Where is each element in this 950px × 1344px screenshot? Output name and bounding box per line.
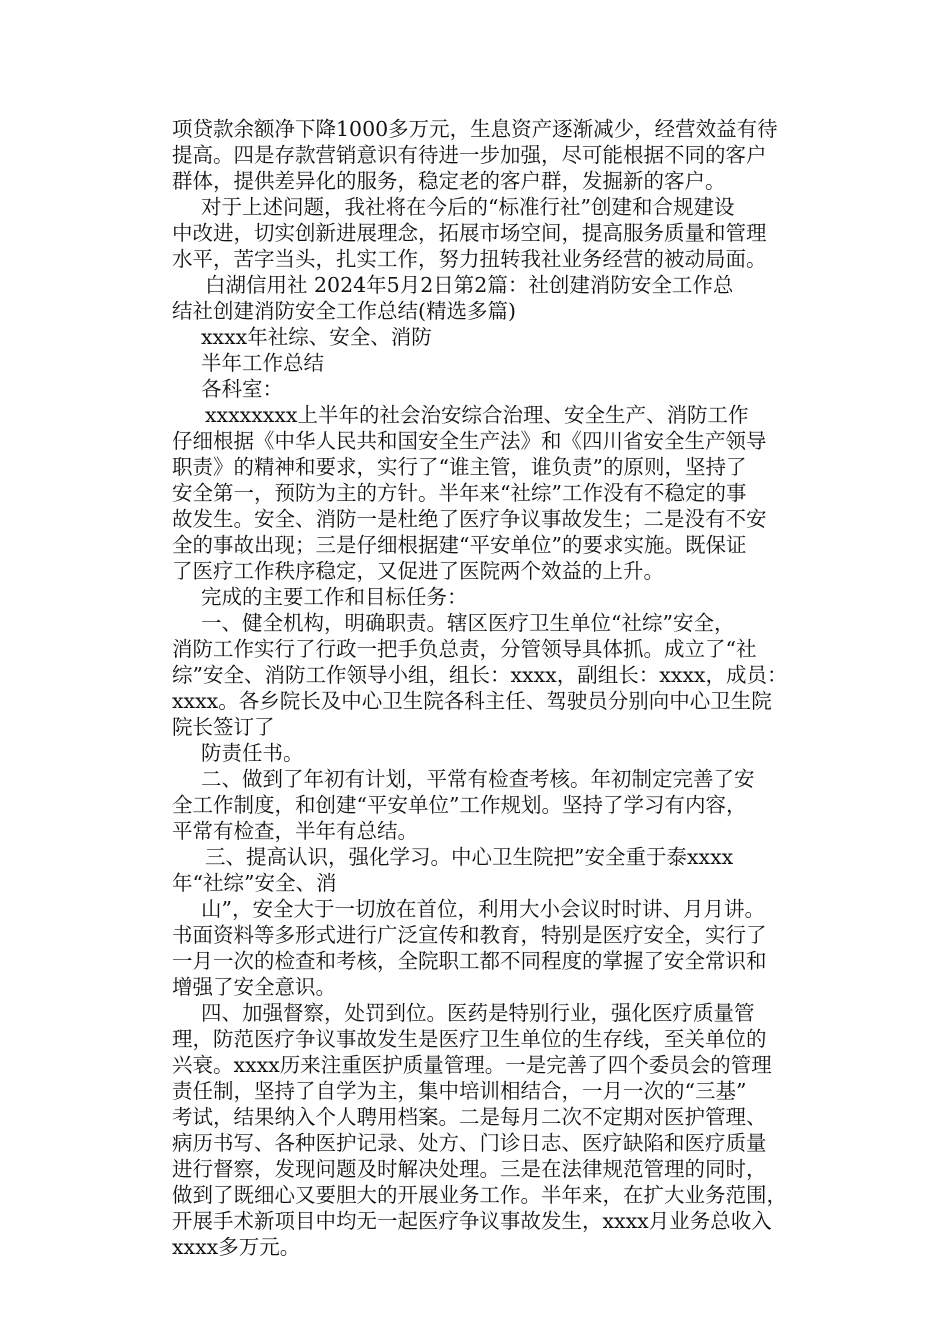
text-line: 院长签订了 bbox=[172, 715, 275, 739]
text-line: 消防工作实行了行政一把手负总责，分管领导具体抓。成立了“社 bbox=[172, 637, 757, 661]
text-line: 二、做到了年初有计划，平常有检查考核。年初制定完善了安 bbox=[201, 767, 755, 791]
text-line: 考试，结果纳入个人聘用档案。二是每月二次不定期对医护管理、 bbox=[172, 1105, 767, 1129]
text-line: xxxx年社综、安全、消防 bbox=[201, 325, 432, 349]
text-line: 职责》的精神和要求，实行了“谁主管，谁负责”的原则，坚持了 bbox=[172, 455, 747, 479]
text-line: 项贷款余额净下降1000多万元，生息资产逐渐减少，经营效益有待 bbox=[172, 117, 778, 141]
text-line: 开展手术新项目中均无一起医疗争议事故发生，xxxx月业务总收入 bbox=[172, 1209, 772, 1233]
text-line: 书面资料等多形式进行广泛宣传和教育，特别是医疗安全，实行了 bbox=[172, 923, 767, 947]
text-line: 山”，安全大于一切放在首位，利用大小会议时时讲、月月讲。 bbox=[201, 897, 765, 921]
text-line: 理，防范医疗争议事故发生是医疗卫生单位的生存线，至关单位的 bbox=[172, 1027, 767, 1051]
text-line: 兴衰。xxxx历来注重医护质量管理。一是完善了四个委员会的管理 bbox=[172, 1053, 772, 1077]
text-line: 故发生。安全、消防一是杜绝了医疗争议事故发生；二是没有不安 bbox=[172, 507, 767, 531]
text-line: 全工作制度，和创建“平安单位”工作规划。坚持了学习有内容， bbox=[172, 793, 747, 817]
text-line: 了医疗工作秩序稳定，又促进了医院两个效益的上升。 bbox=[172, 559, 664, 583]
text-line: 病历书写、各种医护记录、处方、门诊日志、医疗缺陷和医疗质量 bbox=[172, 1131, 767, 1155]
text-line: 结社创建消防安全工作总结(精选多篇) bbox=[172, 299, 516, 323]
text-line: 中改进，切实创新进展理念，拓展市场空间，提高服务质量和管理 bbox=[172, 221, 767, 245]
text-line: 防责任书。 bbox=[201, 741, 304, 765]
text-line: xxxxxxxx上半年的社会治安综合治理、安全生产、消防工作 bbox=[205, 403, 749, 427]
text-line: 提高。四是存款营销意识有待进一步加强，尽可能根据不同的客户 bbox=[172, 143, 767, 167]
text-line: 一、健全机构，明确职责。辖区医疗卫生单位“社综”安全， bbox=[201, 611, 735, 635]
text-line: 各科室： bbox=[201, 377, 283, 401]
document-body bbox=[172, 116, 832, 1260]
text-line: 对于上述问题，我社将在今后的“标准行社”创建和合规建设 bbox=[201, 195, 735, 219]
text-line: 半年工作总结 bbox=[201, 351, 324, 375]
text-line: 群体，提供差异化的服务，稳定老的客户群，发掘新的客户。 bbox=[172, 169, 726, 193]
text-line: 全的事故出现；三是仔细根据建“平安单位”的要求实施。既保证 bbox=[172, 533, 747, 557]
text-line: 白湖信用社 2024年5月2日第2篇：社创建消防安全工作总 bbox=[205, 273, 734, 297]
text-line: 仔细根据《中华人民共和国安全生产法》和《四川省安全生产领导 bbox=[172, 429, 767, 453]
text-line: 责任制，坚持了自学为主，集中培训相结合，一月一次的“三基” bbox=[172, 1079, 747, 1103]
text-line: 三、提高认识，强化学习。中心卫生院把”安全重于泰xxxx bbox=[205, 845, 734, 869]
text-line: xxxx。各乡院长及中心卫生院各科主任、驾驶员分别向中心卫生院 bbox=[172, 689, 772, 713]
text-line: 完成的主要工作和目标任务： bbox=[201, 585, 468, 609]
text-line: 年“社综”安全、消 bbox=[172, 871, 337, 895]
text-line: 综”安全、消防工作领导小组，组长：xxxx，副组长：xxxx，成员： bbox=[172, 663, 788, 687]
text-line: 一月一次的检查和考核，全院职工都不同程度的掌握了安全常识和 bbox=[172, 949, 767, 973]
text-line: xxxx多万元。 bbox=[172, 1235, 301, 1259]
text-line: 水平，苦字当头，扎实工作，努力扭转我社业务经营的被动局面。 bbox=[172, 247, 767, 271]
text-line: 进行督察，发现问题及时解决处理。三是在法律规范管理的同时， bbox=[172, 1157, 767, 1181]
text-line: 安全第一，预防为主的方针。半年来“社综”工作没有不稳定的事 bbox=[172, 481, 747, 505]
text-line: 做到了既细心又要胆大的开展业务工作。半年来，在扩大业务范围， bbox=[172, 1183, 787, 1207]
text-line: 增强了安全意识。 bbox=[172, 975, 336, 999]
text-line: 四、加强督察，处罚到位。医药是特别行业，强化医疗质量管 bbox=[201, 1001, 755, 1025]
text-line: 平常有检查，半年有总结。 bbox=[172, 819, 418, 843]
